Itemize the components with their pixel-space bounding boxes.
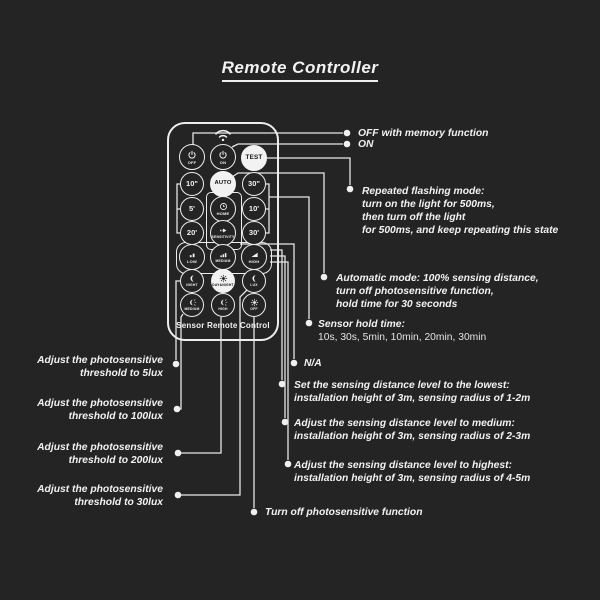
button-label: ON xyxy=(219,159,227,165)
annotation-line: Sensor hold time: xyxy=(318,319,405,330)
annotation-line: turn off photosensitive function, xyxy=(336,286,494,297)
sun-icon xyxy=(219,274,228,283)
connector-distance-high-dot xyxy=(285,461,292,468)
annotation-line: threshold to 200lux xyxy=(68,455,163,466)
signal-waves-icon xyxy=(212,128,234,141)
arrow-right-icon xyxy=(218,226,229,235)
connector-off-dot xyxy=(344,130,351,137)
remote-button-10s[interactable] xyxy=(180,172,204,196)
remote-button-home[interactable] xyxy=(210,196,236,222)
connector-test-line xyxy=(267,158,350,185)
clock-icon xyxy=(219,202,228,211)
remote-button-distance-high[interactable] xyxy=(241,244,267,270)
connector-auto-dot xyxy=(321,274,328,281)
connector-hold-time-dot xyxy=(306,320,313,327)
annotation-line: Adjust the photosensitive xyxy=(37,484,163,495)
annotation-line: threshold to 100lux xyxy=(68,411,163,422)
button-label: DAY&NIGHT xyxy=(212,283,234,288)
remote-button-night-5lux[interactable] xyxy=(180,269,204,293)
remote-button-30min[interactable] xyxy=(242,221,266,245)
connector-photo-off-dot xyxy=(251,509,258,516)
remote-button-test[interactable] xyxy=(241,145,267,171)
connector-on-dot xyxy=(344,141,351,148)
connector-na-dot xyxy=(291,360,298,367)
remote-button-10min[interactable] xyxy=(242,197,266,221)
annotation-distance-medium xyxy=(294,417,530,443)
annotation-off-memory xyxy=(358,127,488,140)
annotation-line: Adjust the sensing distance level to medium: xyxy=(294,418,515,429)
button-label: MEDIUM xyxy=(184,307,200,312)
button-label: 30" xyxy=(248,179,260,189)
button-label: 5' xyxy=(189,204,195,214)
button-label: MEDIUM xyxy=(215,259,231,264)
connector-distance-medium-dot xyxy=(282,419,289,426)
annotation-line: Set the sensing distance level to the lowest: xyxy=(294,380,510,391)
connector-lux100-dot xyxy=(174,406,181,413)
remote-button-distance-medium[interactable] xyxy=(210,244,236,270)
button-label: LOW xyxy=(187,259,197,264)
annotation-subline: 10s, 30s, 5min, 10min, 20min, 30min xyxy=(318,332,487,343)
moon-rays-icon xyxy=(188,298,197,307)
annotation-line: Adjust the photosensitive xyxy=(37,442,163,453)
button-label: 30' xyxy=(248,228,260,238)
annotation-distance-highest xyxy=(294,459,530,485)
button-label: OFF xyxy=(187,159,197,165)
connector-lux5-dot xyxy=(173,361,180,368)
remote-footer-label: Sensor Remote Control xyxy=(176,321,270,330)
button-label: TEST xyxy=(245,153,263,161)
remote-button-on[interactable] xyxy=(210,144,236,170)
power-icon xyxy=(187,150,197,160)
annotation-line: installation height of 3m, sensing radius of 1-2m xyxy=(294,393,531,404)
annotation-threshold-30lux xyxy=(37,483,163,509)
button-label: NIGHT xyxy=(186,283,198,288)
connector-lux30-dot xyxy=(175,492,182,499)
button-label: OFF xyxy=(250,307,258,312)
annotation-line: Adjust the photosensitive xyxy=(37,355,163,366)
annotation-line: Adjust the sensing distance level to highest: xyxy=(294,460,512,471)
annotation-threshold-100lux xyxy=(37,397,163,423)
remote-button-photosensitive-off[interactable] xyxy=(242,293,266,317)
moon-icon xyxy=(250,274,259,283)
connector-distance-low-dot xyxy=(279,381,286,388)
moon-icon xyxy=(188,274,197,283)
annotation-na xyxy=(304,357,322,370)
annotation-line: hold time for 30 seconds xyxy=(336,299,458,310)
annotation-line: Turn off photosensitive function xyxy=(265,507,423,518)
remote-button-off[interactable] xyxy=(179,144,205,170)
signal-high-icon xyxy=(249,250,260,259)
button-label: LUX xyxy=(250,283,258,288)
remote-button-200lux[interactable] xyxy=(211,293,235,317)
button-label: 10' xyxy=(248,204,260,214)
page-title: Remote Controller xyxy=(0,58,600,78)
annotation-line: turn on the light for 500ms, xyxy=(362,199,495,210)
remote-button-distance-low[interactable] xyxy=(179,244,205,270)
annotation-line: ON xyxy=(358,139,374,150)
remote-button-day-night[interactable] xyxy=(211,269,235,293)
annotation-line: threshold to 5lux xyxy=(80,368,163,379)
annotation-line: threshold to 30lux xyxy=(74,497,163,508)
remote-button-5min[interactable] xyxy=(180,197,204,221)
annotation-threshold-5lux xyxy=(37,354,163,380)
remote-button-auto[interactable] xyxy=(210,171,236,197)
remote-button-30s[interactable] xyxy=(242,172,266,196)
remote-button-30lux[interactable] xyxy=(242,269,266,293)
annotation-flashing-mode xyxy=(362,185,558,237)
button-label: AUTO xyxy=(214,180,232,187)
button-label: HIGH xyxy=(218,307,228,312)
annotation-line: installation height of 3m, sensing radius of 4-5m xyxy=(294,473,531,484)
remote-button-20min[interactable] xyxy=(180,221,204,245)
annotation-on xyxy=(358,138,373,151)
button-label: 10" xyxy=(186,179,198,189)
remote-button-100lux[interactable] xyxy=(180,293,204,317)
annotation-line: Repeated flashing mode: xyxy=(362,186,485,197)
annotation-line: Adjust the photosensitive xyxy=(37,398,163,409)
button-label: HOME xyxy=(216,211,230,216)
annotation-line: OFF with memory function xyxy=(358,128,489,139)
connector-lux200-dot xyxy=(175,450,182,457)
signal-low-icon xyxy=(187,250,198,259)
annotation-line: N/A xyxy=(304,358,322,369)
annotation-photosensitive-off xyxy=(265,506,423,519)
annotation-line: installation height of 3m, sensing radius of 2-3m xyxy=(294,431,531,442)
button-label: SENSITIVITY xyxy=(211,235,235,240)
annotation-automatic-mode xyxy=(336,272,539,311)
connector-test-dot xyxy=(347,186,354,193)
annotation-hold-time xyxy=(318,318,486,344)
sun-icon xyxy=(250,298,259,307)
moon-rays-icon xyxy=(219,298,228,307)
annotation-distance-lowest xyxy=(294,379,530,405)
remote-button-sensitivity[interactable] xyxy=(210,220,236,246)
annotation-threshold-200lux xyxy=(37,441,163,467)
annotation-line: then turn off the light xyxy=(362,212,466,223)
signal-medium-icon xyxy=(218,250,229,259)
annotation-line: for 500ms, and keep repeating this state xyxy=(362,225,559,236)
button-label: HIGH xyxy=(248,259,260,264)
annotation-line: Automatic mode: 100% sensing distance, xyxy=(336,273,539,284)
power-icon xyxy=(218,150,228,160)
button-label: 20' xyxy=(186,228,198,238)
